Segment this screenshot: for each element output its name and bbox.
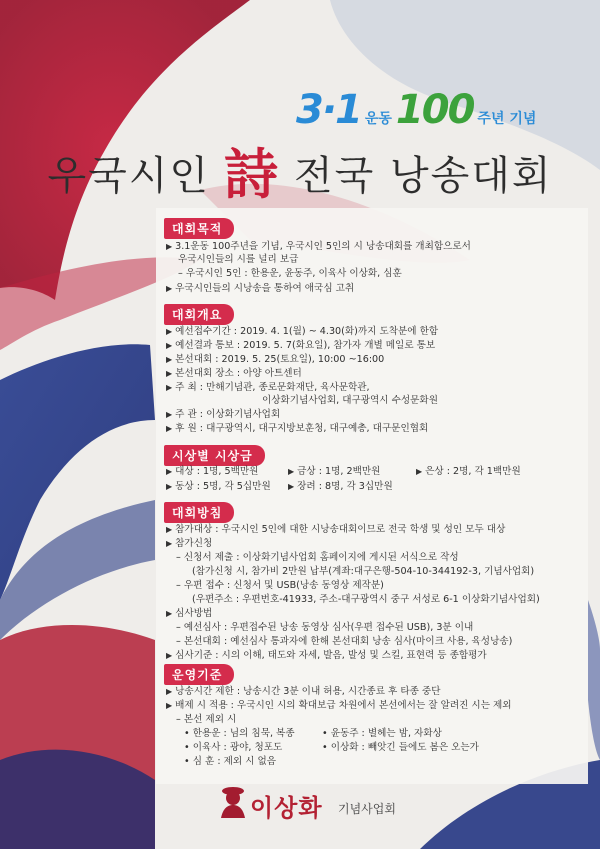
bullet-triangle-icon: ▶ [166,341,173,350]
award-item: ▶ 장려 : 8명, 각 3십만원 [288,481,393,492]
section-label: 대회개요 [164,304,234,325]
bullet-triangle-icon: ▶ [288,467,295,476]
anniversary-mark [296,87,540,133]
num-100: 100 [395,87,474,133]
list-item: – 신청서 제출 : 이상화기념사업회 홈페이지에 게시된 서식으로 작성 [176,552,459,563]
logo-name: 이상화 [250,793,323,822]
award-item: ▶ 은상 : 2명, 각 1백만원 [416,466,521,477]
section-label: 대회방침 [164,502,234,523]
list-item: ▶ 본선대회 : 2019. 5. 25(토요일), 10:00 ~16:00 [166,354,385,365]
anniversary-label: 주년 기념 [477,111,537,127]
bullet-triangle-icon: ▶ [166,609,173,618]
section-awards [164,445,265,466]
list-item: ▶ 배제 시 적용 : 우국시인 시의 확대보급 차원에서 본선에서는 잘 알려진 시는 제외 [166,700,512,711]
bullet-triangle-icon: ▶ [166,383,173,392]
section-overview [164,304,234,325]
list-item: ▶ 우국시인들의 시낭송을 통하여 애국심 고취 [166,283,355,294]
award-item: ▶ 대상 : 1명, 5백만원 [166,466,259,477]
section-purpose [164,218,234,239]
list-item: ▶ 3.1운동 100주년을 기념, 우국시인 5인의 시 낭송대회를 개최함으로서 [166,241,471,252]
bullet-triangle-icon: ▶ [288,482,295,491]
logo-subtitle: 기념사업회 [338,802,396,816]
bullet-triangle-icon: ▶ [416,467,423,476]
bullet-triangle-icon: ▶ [166,701,173,710]
portrait-icon [218,784,248,818]
title-right: 전국 낭송대회 [294,153,553,199]
list-item: – 우편 접수 : 신청서 및 USB(낭송 동영상 제작분) [176,580,384,591]
list-item: ▶ 주 최 : 만해기념관, 종로문화재단, 육사문학관, [166,382,370,393]
list-item: – 우국시인 5인 : 한용운, 윤동주, 이육사 이상화, 심훈 [178,268,402,279]
list-item: – 본선대회 : 예선심사 통과자에 한해 본선대회 낭송 심사(마이크 사용, 육성낭송) [176,636,513,647]
list-item: ▶ 낭송시간 제한 : 낭송시간 3분 이내 허용, 시간종료 후 타종 중단 [166,686,441,697]
bullet-triangle-icon: ▶ [166,327,173,336]
section-method [164,502,234,523]
list-item: ▶ 후 원 : 대구광역시, 대구지방보훈청, 대구예총, 대구문인협회 [166,423,429,434]
bullet-triangle-icon: ▶ [166,242,173,251]
bullet-triangle-icon: ▶ [166,525,173,534]
section-rules [164,664,234,685]
list-item: – 본선 제외 시 [176,714,237,725]
section-label: 시상별 시상금 [164,445,265,466]
num-31: 3·1 [296,87,361,133]
list-item: ▶ 참가대상 : 우국시인 5인에 대한 시낭송대회이므로 전국 학생 및 성인 모두 대상 [166,524,506,535]
title-left: 우국시인 [47,153,210,199]
bullet-triangle-icon: ▶ [166,284,173,293]
undong-label: 운동 [364,111,392,127]
award-item: ▶ 동상 : 5명, 각 5십만원 [166,481,271,492]
list-item: (참가신청 시, 참가비 2만원 납부(계좌:대구은행-504-10-344192-3, 기념사업회) [192,566,535,577]
list-item: ▶ 참가신청 [166,538,213,549]
section-label: 운영기준 [164,664,234,685]
list-item: ▶ 심사기준 : 시의 이해, 태도와 자세, 발음, 발성 및 스킬, 표현력 등 종합평가 [166,650,487,661]
bullet-triangle-icon: ▶ [166,687,173,696]
list-item: ▶ 본선대회 장소 : 아양 아트센터 [166,368,302,379]
list-item: ▶ 예선결과 통보 : 2019. 5. 7(화요일), 참가자 개별 메일로 통보 [166,340,436,351]
list-item: (우편주소 : 우편번호-41933, 주소-대구광역시 중구 서성로 6-1 이상화기념사업회) [192,594,540,605]
excluded-poem: • 이상화 : 빼앗긴 들에도 봄은 오는가 [322,742,479,753]
bullet-triangle-icon: ▶ [166,467,173,476]
excluded-poem: • 심 훈 : 제외 시 없음 [184,756,277,767]
bullet-triangle-icon: ▶ [166,355,173,364]
bullet-triangle-icon: ▶ [166,424,173,433]
excluded-poem: • 윤동주 : 별헤는 밤, 자화상 [322,728,442,739]
section-label: 대회목적 [164,218,234,239]
list-item: – 예선심사 : 우편접수된 낭송 동영상 심사(우편 접수된 USB), 3분 이내 [176,622,474,633]
award-item: ▶ 금상 : 1명, 2백만원 [288,466,381,477]
poster-title [0,128,600,205]
poster-header [0,0,600,206]
bullet-triangle-icon: ▶ [166,369,173,378]
footer-logo [210,782,410,832]
bullet-triangle-icon: ▶ [166,539,173,548]
excluded-poem: • 한용운 : 님의 침묵, 복종 [184,728,295,739]
list-item: ▶ 주 관 : 이상화기념사업회 [166,409,281,420]
title-poem-char: 詩 [224,142,280,206]
bullet-triangle-icon: ▶ [166,482,173,491]
bullet-triangle-icon: ▶ [166,410,173,419]
excluded-poem: • 이육사 : 광야, 청포도 [184,742,283,753]
list-item: ▶ 심사방법 [166,608,213,619]
list-item: ▶ 예선접수기간 : 2019. 4. 1(월) ~ 4.30(화)까지 도착분에 한함 [166,326,439,337]
list-item: 우국시인들의 시를 널리 보급 [178,254,299,265]
bullet-triangle-icon: ▶ [166,651,173,660]
list-item: 이상화기념사업회, 대구광역시 수성문화원 [262,395,438,406]
